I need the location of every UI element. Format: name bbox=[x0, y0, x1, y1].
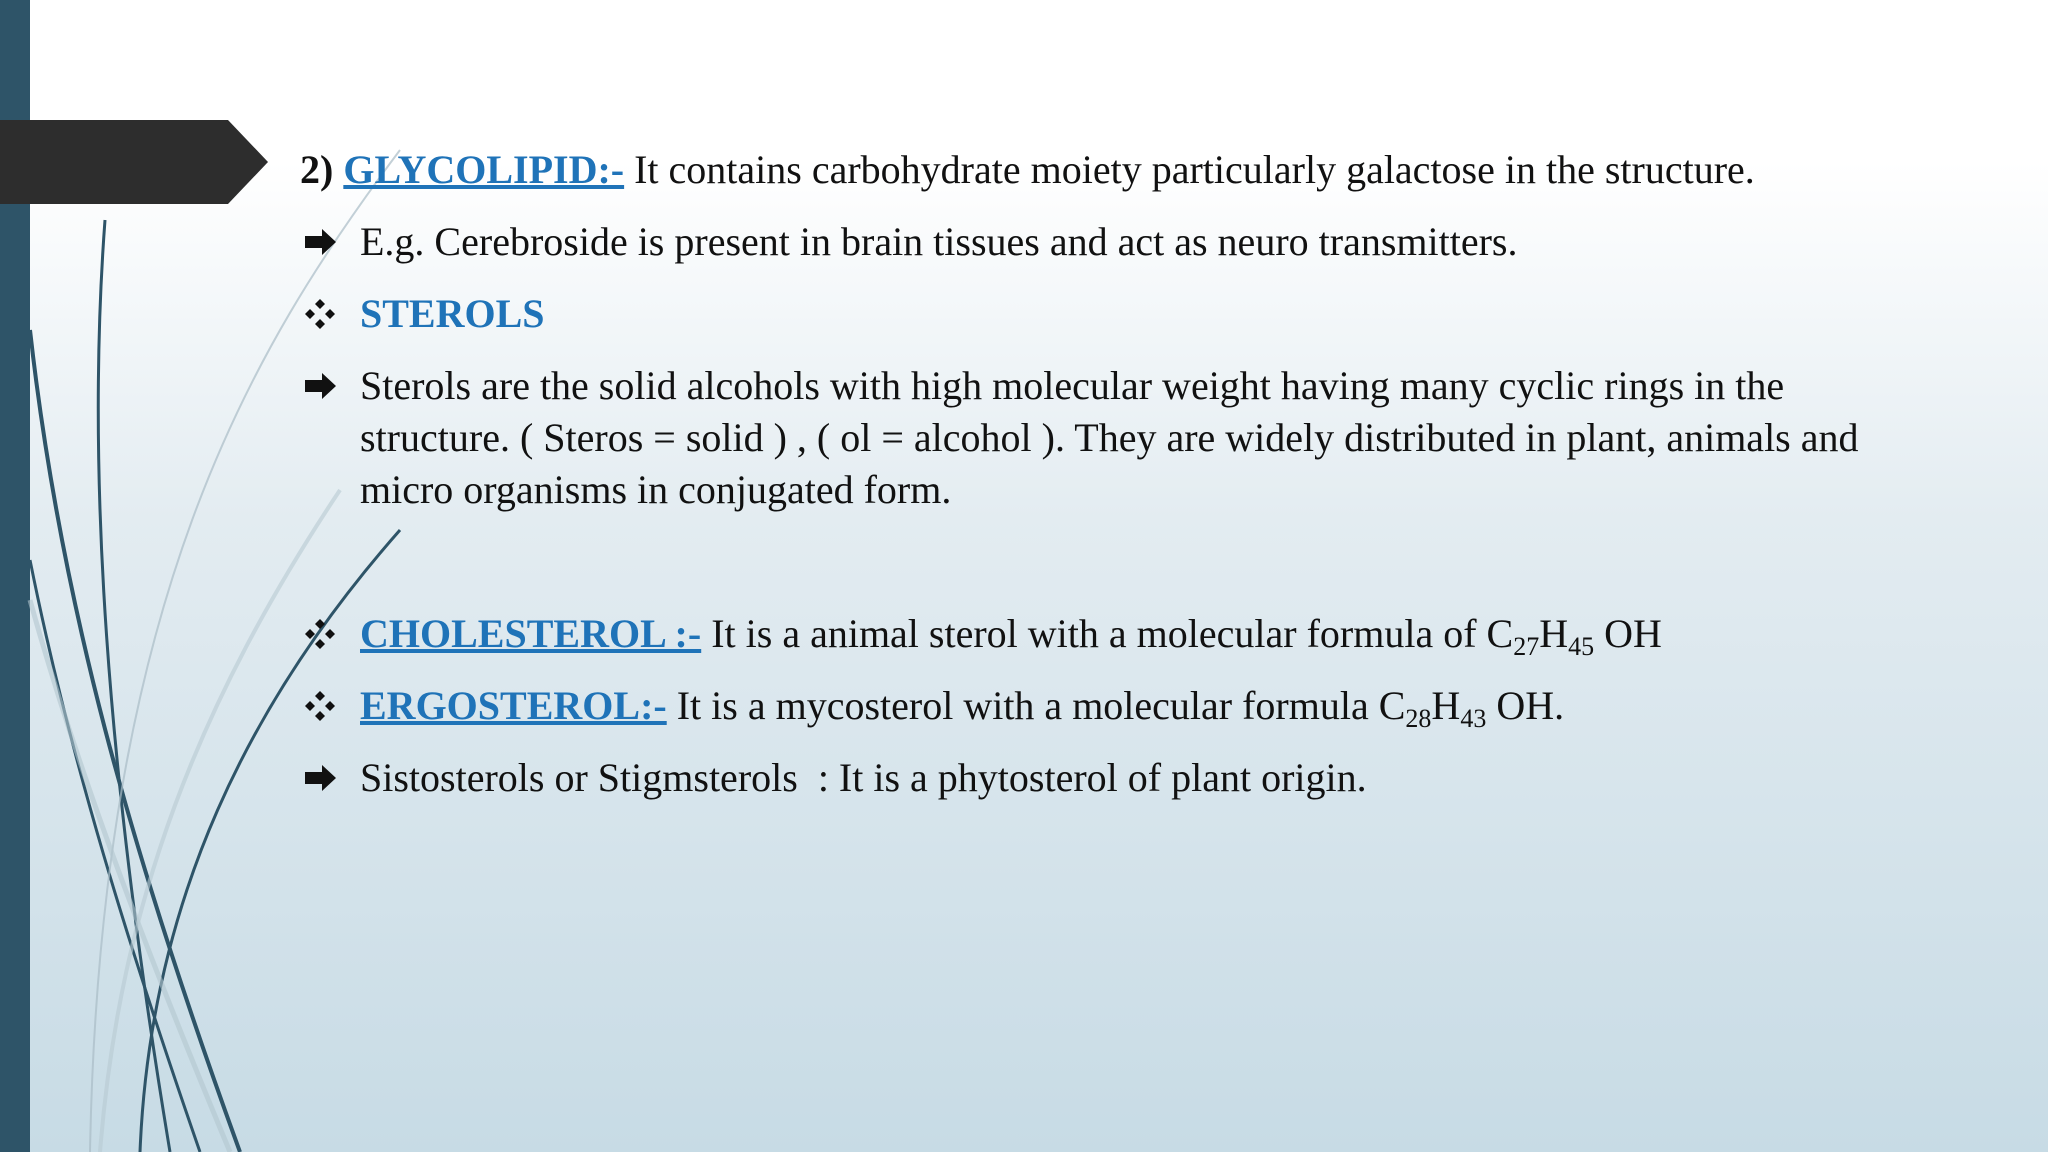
sterols-heading-item bbox=[300, 288, 2000, 340]
ergosterol-subscript-hydrogen: 43 bbox=[1460, 704, 1487, 733]
cholesterol-hydrogen: H bbox=[1539, 611, 1569, 656]
sistosterols-item bbox=[300, 752, 2000, 804]
sterols-description-item bbox=[300, 360, 2000, 516]
arrow-right-icon bbox=[302, 752, 342, 804]
sterols-description-line-1: Sterols are the solid alcohols with high molecular weight having many cyclic rings in the bbox=[360, 363, 1785, 408]
sterols-description-line-3: micro organisms in conjugated form. bbox=[360, 467, 952, 512]
cholesterol-subscript-hydrogen: 45 bbox=[1568, 632, 1595, 661]
ergosterol-hydrogen: H bbox=[1431, 683, 1461, 728]
sistosterols-text: Sistosterols or Stigmsterols : It is a phytosterol of plant origin. bbox=[360, 755, 1367, 800]
ergosterol-tail: OH. bbox=[1486, 683, 1565, 728]
glycolipid-example-item bbox=[300, 216, 2000, 268]
ergosterol-item bbox=[300, 680, 2000, 732]
four-diamond-icon bbox=[302, 680, 342, 732]
glycolipid-number: 2) bbox=[300, 147, 334, 192]
cholesterol-text: It is a animal sterol with a molecular formula of C bbox=[701, 611, 1514, 656]
glycolipid-term[interactable]: GLYCOLIPID:- bbox=[343, 147, 625, 192]
arrow-right-icon bbox=[302, 360, 342, 412]
cholesterol-term[interactable]: CHOLESTEROL :- bbox=[360, 611, 702, 656]
ergosterol-term[interactable]: ERGOSTEROL:- bbox=[360, 683, 667, 728]
title-arrow-shape bbox=[0, 0, 270, 210]
four-diamond-icon bbox=[302, 608, 342, 660]
glycolipid-example-text: E.g. Cerebroside is present in brain tissues and act as neuro transmitters. bbox=[360, 219, 1518, 264]
ergosterol-subscript-carbon: 28 bbox=[1405, 704, 1432, 733]
cholesterol-item bbox=[300, 608, 2000, 660]
ergosterol-text: It is a mycosterol with a molecular formula C bbox=[666, 683, 1406, 728]
glycolipid-line bbox=[300, 144, 2000, 196]
sterols-description-line-2: structure. ( Steros = solid ) , ( ol = alcohol ). They are widely distributed in plant, animals and bbox=[360, 415, 1859, 460]
sterols-heading: STEROLS bbox=[360, 291, 545, 336]
arrow-right-icon bbox=[302, 216, 342, 268]
glycolipid-text: It contains carbohydrate moiety particularly galactose in the structure. bbox=[624, 147, 1755, 192]
four-diamond-icon bbox=[302, 288, 342, 340]
cholesterol-tail: OH bbox=[1594, 611, 1662, 656]
slide-content bbox=[300, 144, 2000, 804]
cholesterol-subscript-carbon: 27 bbox=[1513, 632, 1540, 661]
